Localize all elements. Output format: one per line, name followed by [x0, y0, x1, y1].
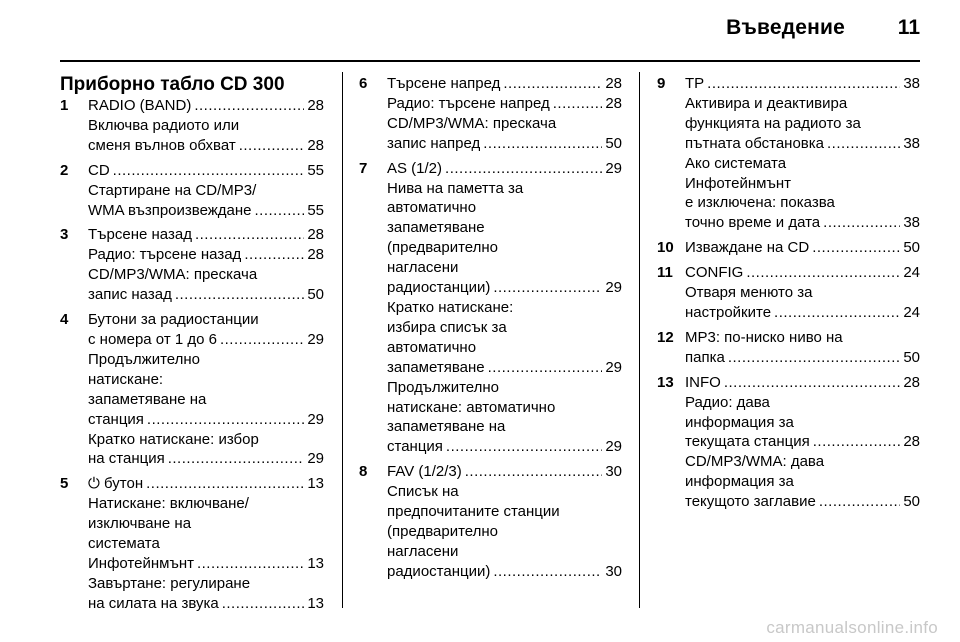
toc-entry: [359, 74, 622, 154]
entry-line: [88, 96, 324, 116]
entry-line: [387, 417, 622, 437]
dot-leader: [812, 238, 900, 258]
entry-text: Ако системата: [685, 154, 787, 172]
entry-line: [88, 449, 324, 469]
entry-page-ref: 29: [605, 358, 622, 376]
entry-line: [685, 472, 920, 492]
entry-line: [685, 413, 920, 433]
entry-line: [387, 398, 622, 418]
dot-leader: [813, 432, 901, 452]
entry-line: [88, 245, 324, 265]
entry-text: изключване на: [88, 515, 192, 533]
entry-line: [387, 358, 622, 378]
entry-text: CD/MP3/WMA: прескача: [387, 114, 557, 132]
toc-entry: [60, 161, 324, 221]
entry-number: 2: [60, 161, 69, 179]
page-header: [60, 0, 920, 62]
entry-page-ref: 28: [605, 94, 622, 112]
entry-text: Кратко натискане: избор: [88, 430, 259, 448]
entry-text: TP: [685, 75, 705, 92]
entry-text: натискане:: [88, 370, 164, 388]
entry-page-ref: 24: [903, 264, 920, 282]
dot-leader: [746, 263, 900, 283]
watermark: carmanualsonline.info: [766, 618, 938, 637]
entry-page-ref: 28: [307, 246, 324, 264]
entry-text: Включва радиото или: [88, 116, 240, 134]
entry-line: [88, 494, 324, 514]
column-2: [359, 74, 622, 587]
toc-entry: [657, 328, 920, 368]
entry-line: [387, 159, 622, 179]
entry-page-ref: 29: [307, 410, 324, 428]
entry-text: Нива на паметта за: [387, 179, 524, 197]
entry-text: станция: [88, 410, 144, 428]
entry-text: Завъртане: регулиране: [88, 574, 251, 592]
entry-page-ref: 28: [307, 136, 324, 154]
entry-text: сменя вълнов обхват: [88, 136, 236, 154]
entry-text: RADIO (BAND): [88, 97, 192, 114]
entry-line: [387, 179, 622, 199]
dot-leader: [819, 492, 900, 512]
entry-line: [387, 378, 622, 398]
entry-line: [387, 562, 622, 582]
entry-text: на станция: [88, 450, 165, 468]
entry-line: [88, 594, 324, 614]
entry-text: Продължително: [387, 378, 500, 396]
entry-line: [387, 462, 622, 482]
entry-line: [685, 94, 920, 114]
section-title: Приборно табло CD 300: [60, 74, 285, 95]
toc-entry: [60, 474, 324, 613]
entry-page-ref: 13: [307, 594, 324, 612]
dot-leader: [239, 136, 305, 156]
entry-number: 4: [60, 311, 69, 329]
entry-text: Активира и деактивира: [685, 94, 848, 112]
entry-page-ref: 30: [605, 463, 622, 481]
entry-line: [88, 181, 324, 201]
entry-page-ref: 38: [903, 214, 920, 232]
dot-leader: [493, 562, 602, 582]
entry-page-ref: 29: [307, 450, 324, 468]
dot-leader: [503, 74, 602, 94]
entry-text: FAV (1/2/3): [387, 463, 462, 481]
entry-line: [387, 114, 622, 134]
entry-page-ref: 55: [307, 161, 324, 179]
entry-line: [88, 574, 324, 594]
entry-text: запаметяване: [387, 358, 485, 376]
entry-line: [685, 432, 920, 452]
entry-text: Инфотейнмънт: [685, 174, 791, 192]
dot-leader: [823, 213, 900, 233]
column-3: [657, 74, 920, 517]
entry-page-ref: 28: [903, 433, 920, 451]
dot-leader: [113, 161, 305, 181]
chapter-title: Въведение: [726, 16, 845, 39]
entry-text: INFO: [685, 373, 721, 391]
entry-text: Инфотейнмънт: [88, 554, 194, 572]
entry-line: [88, 225, 324, 245]
entry-number: 9: [657, 75, 666, 92]
entry-page-ref: 28: [903, 373, 920, 391]
entry-text: е изключена: показва: [685, 194, 835, 212]
entry-line: [88, 136, 324, 156]
entry-text: пътната обстановка: [685, 134, 825, 152]
entry-number: 8: [359, 463, 368, 481]
dot-leader: [147, 410, 304, 430]
dot-leader: [168, 449, 305, 469]
entry-line: [88, 430, 324, 450]
entry-line: [88, 350, 324, 370]
entry-line: [685, 193, 920, 213]
entry-page-ref: 13: [307, 554, 324, 572]
entry-text: Кратко натискане:: [387, 298, 514, 316]
dot-leader: [553, 94, 603, 114]
entry-line: [387, 238, 622, 258]
entry-text: автоматично: [387, 338, 477, 356]
entry-line: [88, 474, 324, 494]
entry-text: ⏻ бутон: [88, 475, 144, 493]
entry-text: автоматично: [387, 199, 477, 217]
entry-line: [685, 74, 920, 94]
entry-line: [387, 502, 622, 522]
entry-text: Продължително: [88, 350, 201, 368]
page-number: 11: [897, 16, 920, 39]
entry-text: предпочитаните станции: [387, 503, 560, 521]
dot-leader: [197, 554, 304, 574]
entry-text: CONFIG: [685, 264, 744, 282]
entry-line: [685, 213, 920, 233]
entry-text: запис назад: [88, 286, 172, 304]
entry-text: (предварително: [387, 522, 499, 540]
entry-text: CD/MP3/WMA: прескача: [88, 266, 258, 284]
entry-text: папка: [685, 348, 725, 366]
dot-leader: [195, 225, 304, 245]
entry-page-ref: 28: [605, 75, 622, 92]
entry-text: запаметяване: [387, 219, 485, 237]
entry-text: Радио: търсене напред: [387, 94, 550, 112]
entry-line: [387, 298, 622, 318]
entry-line: [88, 285, 324, 305]
entry-line: [88, 116, 324, 136]
entry-text: запаметяване на: [387, 418, 506, 436]
entry-text: текущото заглавие: [685, 493, 816, 511]
dot-leader: [488, 358, 603, 378]
toc-entry: [60, 310, 324, 469]
entry-text: избира списък за: [387, 318, 507, 336]
entry-line: [387, 318, 622, 338]
entry-text: станция: [387, 438, 443, 456]
entry-page-ref: 50: [903, 348, 920, 366]
entry-number: 3: [60, 226, 69, 244]
dot-leader: [445, 159, 602, 179]
toc-entry: [359, 159, 622, 458]
entry-text: радиостанции): [387, 562, 491, 580]
entry-text: Списък на: [387, 483, 459, 501]
entry-text: системата: [88, 535, 160, 553]
entry-text: AS (1/2): [387, 159, 443, 177]
entry-line: [88, 370, 324, 390]
toc-entry: [60, 96, 324, 156]
entry-page-ref: 50: [605, 134, 622, 152]
column-divider-2: [639, 72, 640, 608]
dot-leader: [493, 278, 602, 298]
dot-leader: [146, 474, 304, 494]
dot-leader: [244, 245, 304, 265]
entry-line: [685, 393, 920, 413]
dot-leader: [483, 134, 602, 154]
entry-page-ref: 29: [605, 159, 622, 177]
entry-line: [685, 348, 920, 368]
entry-number: 1: [60, 97, 69, 114]
dot-leader: [728, 348, 900, 368]
entry-text: запис напред: [387, 134, 481, 152]
entry-line: [685, 134, 920, 154]
entry-number: 6: [359, 75, 368, 92]
entry-line: [88, 201, 324, 221]
entry-text: Натискане: включване/: [88, 495, 249, 513]
entry-line: [387, 522, 622, 542]
entry-text: Търсене назад: [88, 226, 192, 244]
entry-text: CD: [88, 161, 110, 179]
entry-text: Отваря менюто за: [685, 284, 813, 302]
entry-line: [88, 410, 324, 430]
header-rule: [60, 60, 920, 62]
dot-leader: [194, 96, 304, 116]
entry-page-ref: 28: [307, 97, 324, 114]
entry-page-ref: 28: [307, 226, 324, 244]
dot-leader: [724, 373, 900, 393]
entry-page-ref: 55: [307, 201, 324, 219]
entry-line: [88, 310, 324, 330]
entry-number: 13: [657, 373, 674, 391]
entry-page-ref: 29: [307, 330, 324, 348]
toc-entry: [657, 263, 920, 323]
entry-text: (предварително: [387, 239, 499, 257]
toc-entry: [60, 225, 324, 305]
entry-page-ref: 50: [903, 493, 920, 511]
entry-text: запаметяване на: [88, 390, 207, 408]
dot-leader: [774, 303, 900, 323]
entry-text: с номера от 1 до 6: [88, 330, 217, 348]
entry-line: [685, 283, 920, 303]
column-divider-1: [342, 72, 343, 608]
entry-number: 11: [657, 264, 673, 282]
entry-text: Изваждане на CD: [685, 239, 810, 257]
column-1: [60, 74, 324, 619]
entry-line: [88, 554, 324, 574]
entry-line: [685, 373, 920, 393]
toc-entry: [657, 373, 920, 512]
entry-text: Радио: търсене назад: [88, 246, 242, 264]
entry-text: натискане: автоматично: [387, 398, 556, 416]
entry-line: [387, 258, 622, 278]
entry-line: [685, 154, 920, 174]
entry-text: настройките: [685, 303, 772, 321]
entry-line: [88, 161, 324, 181]
entry-line: [685, 492, 920, 512]
entry-text: точно време и дата: [685, 214, 821, 232]
dot-leader: [222, 594, 305, 614]
entry-text: радиостанции): [387, 279, 491, 297]
dot-leader: [255, 201, 305, 221]
entry-page-ref: 38: [903, 134, 920, 152]
dot-leader: [446, 437, 602, 457]
entry-line: [685, 174, 920, 194]
entry-line: [387, 218, 622, 238]
entry-line: [387, 542, 622, 562]
entry-text: MP3: по-ниско ниво на: [685, 328, 843, 346]
entry-page-ref: 38: [903, 75, 920, 92]
entry-number: 5: [60, 475, 69, 493]
entry-text: информация за: [685, 473, 794, 491]
entry-text: Търсене напред: [387, 75, 501, 92]
entry-page-ref: 29: [605, 279, 622, 297]
entry-text: нагласени: [387, 542, 459, 560]
entry-text: нагласени: [387, 259, 459, 277]
entry-page-ref: 13: [307, 475, 324, 493]
entry-line: [685, 328, 920, 348]
entry-text: CD/MP3/WMA: дава: [685, 453, 825, 471]
entry-line: [387, 482, 622, 502]
entry-line: [88, 390, 324, 410]
entry-text: Стартиране на CD/MP3/: [88, 181, 257, 199]
dot-leader: [175, 285, 304, 305]
dot-leader: [827, 134, 900, 154]
entry-line: [88, 265, 324, 285]
entry-line: [88, 330, 324, 350]
entry-number: 7: [359, 159, 368, 177]
entry-text: функцията на радиото за: [685, 114, 861, 132]
dot-leader: [465, 462, 603, 482]
entry-page-ref: 29: [605, 438, 622, 456]
dot-leader: [707, 74, 900, 94]
entry-line: [685, 452, 920, 472]
entry-line: [387, 198, 622, 218]
entry-text: на силата на звука: [88, 594, 219, 612]
entry-text: Бутони за радиостанции: [88, 311, 259, 329]
entry-line: [88, 514, 324, 534]
entry-line: [387, 278, 622, 298]
toc-entry: [657, 238, 920, 258]
dot-leader: [220, 330, 304, 350]
entry-line: [685, 114, 920, 134]
entry-text: WMA възпроизвеждане: [88, 201, 252, 219]
entry-text: Радио: дава: [685, 393, 770, 411]
entry-text: информация за: [685, 413, 794, 431]
entry-page-ref: 50: [307, 286, 324, 304]
toc-entry: [657, 74, 920, 233]
entry-line: [88, 534, 324, 554]
entry-line: [685, 238, 920, 258]
entry-line: [685, 263, 920, 283]
entry-number: 10: [657, 239, 674, 257]
entry-page-ref: 24: [903, 303, 920, 321]
entry-page-ref: 50: [903, 239, 920, 257]
entry-line: [387, 94, 622, 114]
entry-page-ref: 30: [605, 562, 622, 580]
entry-line: [387, 437, 622, 457]
toc-entry: [359, 462, 622, 581]
entry-line: [387, 74, 622, 94]
entry-text: текущата станция: [685, 433, 810, 451]
entry-line: [685, 303, 920, 323]
entry-number: 12: [657, 328, 674, 346]
entry-line: [387, 134, 622, 154]
entry-line: [387, 338, 622, 358]
